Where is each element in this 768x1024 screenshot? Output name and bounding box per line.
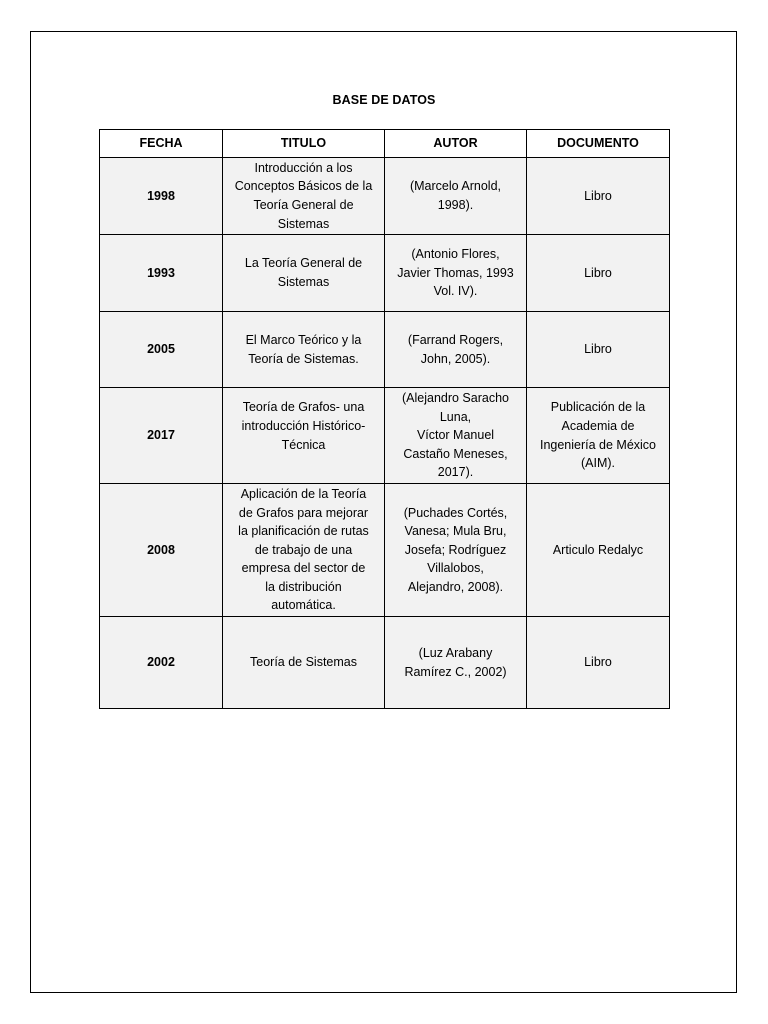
table-row (100, 312, 670, 388)
cell-autor-text: (Farrand Rogers, John, 2005). (407, 332, 504, 366)
header-autor: AUTOR (385, 130, 527, 158)
cell-fecha-text: 1993 (147, 265, 175, 280)
cell-autor (385, 388, 527, 484)
cell-titulo-text: Teoría de Grafos- una introducción Histórico- Técnica (241, 400, 366, 452)
cell-fecha (100, 235, 223, 312)
header-titulo: TITULO (223, 130, 385, 158)
cell-documento-text: Publicación de la Academia de Ingeniería de México (AIM). (539, 400, 657, 471)
cell-documento-text: Libro (584, 188, 612, 203)
cell-titulo-text: Introducción a los Conceptos Básicos de la Teoría General de Sistemas (234, 160, 373, 231)
cell-fecha-text: 2008 (147, 542, 175, 557)
cell-titulo-text: Teoría de Sistemas (250, 655, 357, 670)
cell-fecha-text: 2002 (147, 655, 175, 670)
cell-autor (385, 617, 527, 709)
table-row (100, 388, 670, 484)
cell-fecha (100, 484, 223, 617)
cell-documento (527, 312, 670, 388)
cell-titulo-text: El Marco Teórico y la Teoría de Sistemas. (245, 332, 362, 366)
cell-documento (527, 158, 670, 235)
cell-titulo (223, 158, 385, 235)
cell-fecha-text: 2017 (147, 428, 175, 443)
cell-documento (527, 617, 670, 709)
table-row (100, 235, 670, 312)
cell-titulo (223, 312, 385, 388)
cell-fecha (100, 388, 223, 484)
cell-autor (385, 484, 527, 617)
cell-titulo (223, 617, 385, 709)
cell-autor (385, 312, 527, 388)
cell-documento-text: Libro (584, 265, 612, 280)
cell-documento (527, 235, 670, 312)
database-table (99, 129, 670, 709)
cell-autor-text: (Puchades Cortés, Vanesa; Mula Bru, Josefa; Rodríguez Villalobos, Alejandro, 2008). (403, 505, 508, 594)
cell-documento-text: Libro (584, 655, 612, 670)
cell-fecha-text: 1998 (147, 188, 175, 203)
table-row (100, 484, 670, 617)
cell-fecha (100, 312, 223, 388)
header-documento: DOCUMENTO (527, 130, 670, 158)
cell-titulo (223, 388, 385, 484)
cell-titulo (223, 484, 385, 617)
cell-documento (527, 388, 670, 484)
cell-fecha (100, 158, 223, 235)
cell-fecha (100, 617, 223, 709)
cell-titulo-text: La Teoría General de Sistemas (244, 256, 363, 289)
cell-autor (385, 158, 527, 235)
cell-titulo (223, 235, 385, 312)
document-title: BASE DE DATOS (332, 93, 436, 107)
cell-autor-text: (Luz Arabany Ramírez C., 2002) (404, 645, 507, 679)
cell-documento-text: Articulo Redalyc (552, 542, 644, 557)
table-row (100, 617, 670, 709)
cell-autor-text: (Alejandro Saracho Luna, Víctor Manuel Castaño Meneses, 2017). (401, 391, 509, 480)
cell-autor-text: (Antonio Flores, Javier Thomas, 1993 Vol. IV). (397, 247, 514, 299)
cell-documento-text: Libro (584, 342, 612, 357)
cell-titulo-text: Aplicación de la Teoría de Grafos para mejorar la planificación de rutas de trabajo de una empresa del sector de la distribución automática. (238, 486, 369, 613)
cell-fecha-text: 2005 (147, 342, 175, 357)
table-header-row (100, 130, 670, 158)
table-row (100, 158, 670, 235)
cell-autor (385, 235, 527, 312)
header-fecha: FECHA (100, 130, 223, 158)
cell-autor-text: (Marcelo Arnold, 1998). (409, 179, 501, 212)
cell-documento (527, 484, 670, 617)
